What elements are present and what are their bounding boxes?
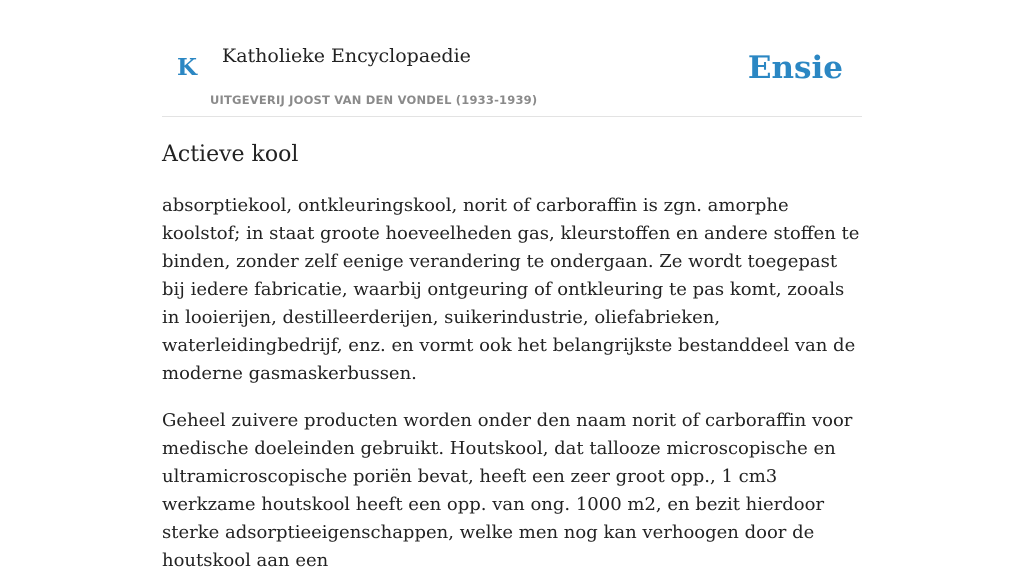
site-header <box>162 0 862 117</box>
ensie-brand-logo[interactable]: Ensie <box>747 50 843 86</box>
article-paragraph-2: Geheel zuivere producten worden onder den naam norit of carboraffin voor medische doeleinden gebruikt. Houtskool, dat tallooze microscopische en ultramicroscopische poriën bevat, heeft een zeer groot opp., 1 cm3 werkzame houtskool heeft een opp. van ong. 1000 m2, en bezit hierdoor sterke adsorptieeigenschappen, welke men nog kan verhoogen door de houtskool aan een <box>162 410 853 571</box>
encyclopedia-title-link[interactable]: Katholieke Encyclopaedie <box>222 45 471 67</box>
publisher-label: UITGEVERIJ JOOST VAN DEN VONDEL (1933-1939) <box>210 93 538 107</box>
encyclopedia-logo[interactable]: K <box>177 54 197 81</box>
article-paragraph-1: absorptiekool, ontkleuringskool, norit of carboraffin is zgn. amorphe koolstof; in staat groote hoeveelheden gas, kleurstoffen en andere stoffen te binden, zonder zelf eenige verandering te ondergaan. Ze wordt toegepast bij iedere fabricatie, waarbij ontgeuring of ontkleuring te pas komt, zooals in looierijen, destilleerderijen, suikerindustrie, oliefabrieken, waterleidingbedrijf, enz. en vormt ook het belangrijkste bestanddeel van de moderne gasmaskerbussen. <box>162 195 860 384</box>
article <box>162 138 864 575</box>
article-title: Actieve kool <box>162 142 299 167</box>
